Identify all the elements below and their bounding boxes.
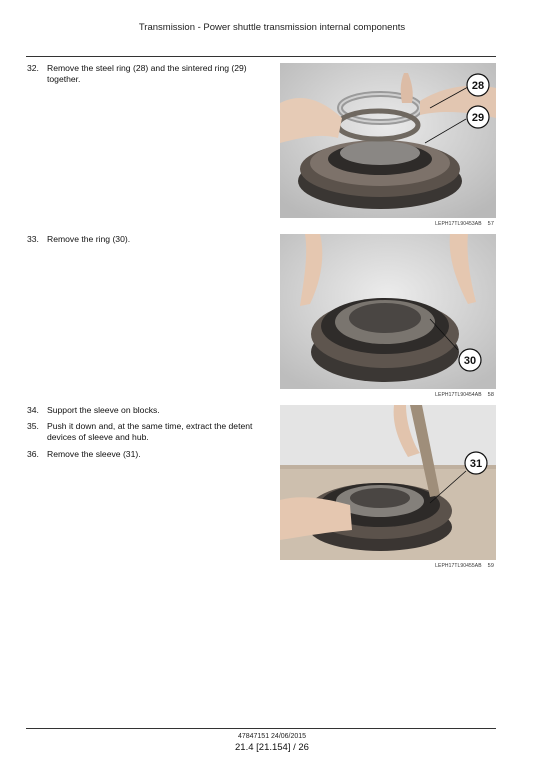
step-number: 34. (27, 405, 39, 415)
callout-29: 29 (471, 112, 485, 124)
step-32 (27, 63, 267, 84)
callout-30: 30 (463, 355, 477, 367)
step-33 (27, 234, 267, 245)
step-35 (27, 421, 267, 442)
figure-57-illustration (280, 63, 496, 218)
figure-59-photo (280, 405, 496, 560)
figure-59-caption (435, 563, 494, 569)
step-text: Remove the steel ring (28) and the sintered ring (29) together. (47, 63, 247, 84)
figure-58-illustration (280, 234, 496, 389)
callout-31: 31 (469, 458, 483, 470)
step-text: Remove the sleeve (31). (47, 449, 141, 459)
step-number: 35. (27, 421, 39, 431)
footer-rule (26, 728, 496, 729)
step-36 (27, 449, 267, 460)
step-34 (27, 405, 267, 416)
header-rule (26, 56, 496, 57)
page-header-title: Transmission - Power shuttle transmission internal components (138, 22, 406, 33)
figure-number: 58 (487, 392, 494, 398)
figure-57-caption (435, 221, 494, 227)
figure-code: LEPH17TL90455AB (435, 563, 482, 569)
step-number: 32. (27, 63, 39, 73)
footer-page-number: 21.4 [21.154] / 26 (235, 742, 309, 753)
figure-58-caption (435, 392, 494, 398)
step-text: Push it down and, at the same time, extract the detent devices of sleeve and hub. (47, 421, 253, 442)
figure-58-photo (280, 234, 496, 389)
figure-57-photo (280, 63, 496, 218)
figure-code: LEPH17TL90454AB (435, 392, 482, 398)
figure-number: 57 (487, 221, 494, 227)
step-text: Support the sleeve on blocks. (47, 405, 160, 415)
figure-number: 59 (487, 563, 494, 569)
step-number: 36. (27, 449, 39, 459)
figure-59-illustration (280, 405, 496, 560)
step-text: Remove the ring (30). (47, 234, 131, 244)
step-number: 33. (27, 234, 39, 244)
callout-28: 28 (471, 80, 485, 92)
figure-code: LEPH17TL90453AB (435, 221, 482, 227)
footer-doc-info: 47847151 24/06/2015 (237, 733, 307, 740)
